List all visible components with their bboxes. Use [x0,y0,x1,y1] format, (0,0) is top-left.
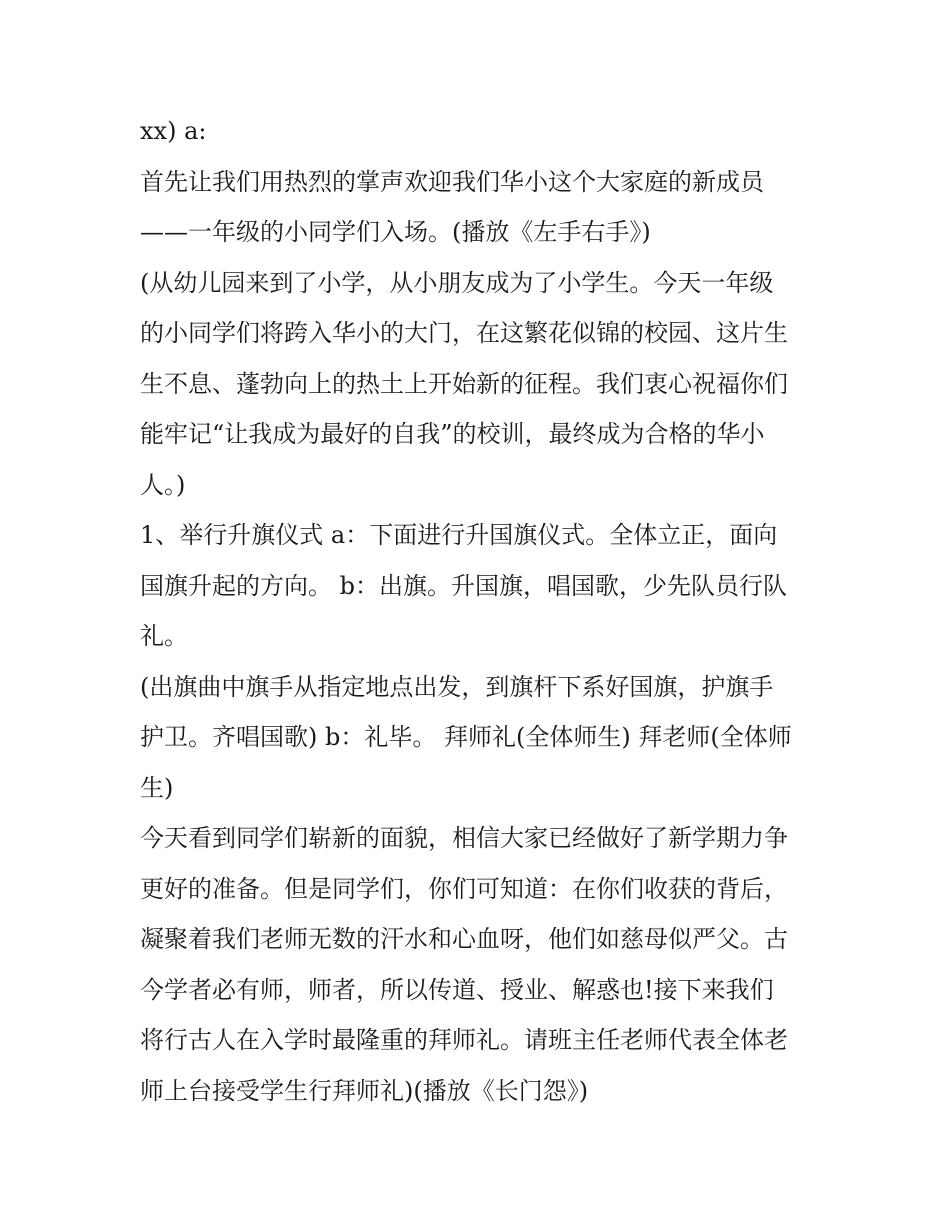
text-line: 的小同学们将跨入华小的大门，在这繁花似锦的校园、这片生 [140,319,788,347]
text-line: 师上台接受学生行拜师礼)(播放《长门怨》) [140,1076,589,1105]
text-line: 国旗升起的方向。 b：出旗。升国旗，唱国歌，少先队员行队 [140,571,787,600]
text-line: 护卫。齐唱国歌) b：礼毕。 拜师礼(全体师生) 拜老师(全体师 [140,723,792,751]
document-body [140,106,830,1116]
text-line: ——一年级的小同学们入场。(播放《左手右手》) [140,218,651,246]
text-line: 生不息、蓬勃向上的热土上开始新的征程。我们衷心祝福你们 [140,369,788,398]
text-line: 今天看到同学们崭新的面貌，相信大家已经做好了新学期力争 [140,824,788,852]
text-line: 首先让我们用热烈的掌声欢迎我们华小这个大家庭的新成员 [140,167,764,196]
text-line: 生) [140,773,174,802]
text-line: 更好的准备。但是同学们，你们可知道：在你们收获的背后， [140,874,788,903]
text-line: (从幼儿园来到了小学，从小朋友成为了小学生。今天一年级 [140,268,774,297]
text-line: xx) a: [140,117,207,145]
text-line: 1、举行升旗仪式 a：下面进行升国旗仪式。全体立正，面向 [140,521,778,549]
text-line: 凝聚着我们老师无数的汗水和心血呀，他们如慈母似严父。古 [140,925,788,953]
text-line: 人。) [140,470,186,499]
text-line: (出旗曲中旗手从指定地点出发，到旗杆下系好国旗，护旗手 [140,672,774,701]
text-line: 今学者必有师，师者，所以传道、授业、解惑也!接下来我们 [140,975,774,1004]
text-line: 礼。 [140,622,188,650]
text-line: 将行古人在入学时最隆重的拜师礼。请班主任老师代表全体老 [140,1026,788,1054]
text-line: 能牢记“让我成为最好的自我”的校训，最终成为合格的华小 [140,420,765,448]
